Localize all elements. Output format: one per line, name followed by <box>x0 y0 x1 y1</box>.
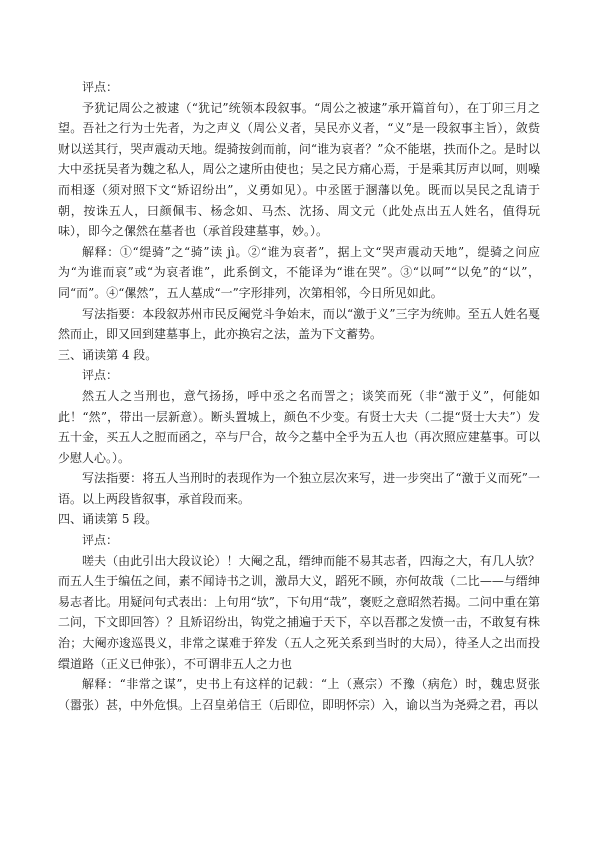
section-label-comment: 评点： <box>82 533 119 548</box>
section-heading-3: 三、诵读第 4 段。 <box>58 347 158 362</box>
paragraph-writing-guide: 写法指要：本段叙苏州市民反阉党斗争始末，而以“激于义”三字为统帅。至五人姓名戛然而止，即又回到建墓事上，此亦换宕之法，盖为下文蓄势。 <box>58 306 540 342</box>
paragraph-explanation: 解释：“非常之谋”，史书上有这样的记载：“上（熹宗）不豫（病危）时，魏忠贤张（嚣张）甚，中外危惧。上召皇弟信王（后即位，即明怀宗）入，谕以当为尧舜之君，再以 <box>58 677 540 712</box>
paragraph-writing-guide: 写法指要：将五人当刑时的表现作为一个独立层次来写，进一步突出了“激于义而死”一语。以上两段皆叙事，承首段而来。 <box>58 471 540 506</box>
paragraph-explanation: 解释：①“缇骑”之“骑”读 jì。②“谁为哀者”，据上文“哭声震动天地”，缇骑之问应为“为谁而哀”或“为哀者谁”，此系倒文，不能译为“谁在哭”。③“以呵”“以免”的“以”，同“而”。④“傫然”，五人墓成“一”字形排列，次第相邻，今日所见如此。 <box>58 244 540 300</box>
paragraph-annotated-text: 予犹记周公之被逮（“犹记”统领本段叙事。“周公之被逮”承开篇首句），在丁卯三月之望。吾社之行为士先者，为之声义（周公义者，吴民亦义者，“义”是一段叙事主旨），敛赀财以送其行，哭声震动天地。缇骑按剑而前，问“谁为哀者？”众不能堪，抶而仆之。是时以大中丞抚吴者为魏之私人，周公之逮所由使也；吴之民方痛心焉，于是乘其厉声以呵，则噪而相逐（须对照下文“矫诏纷出”，义勇如见）。中丞匿于溷藩以免。既而以吴民之乱请于朝，按诛五人，曰颜佩韦、杨念如、马杰、沈扬、周文元（此处点出五人姓名，值得玩味），即今之傫然在墓者也（承首段建墓事，妙。）。 <box>58 100 540 239</box>
paragraph-annotated-text: 嗟夫（由此引出大段议论）！大阉之乱，缙绅而能不易其志者，四海之大，有几人欤？而五人生于编伍之间，素不闻诗书之训，激昂大义，蹈死不顾，亦何故哉（二比——与缙绅易志者比。用疑问句式表出：上句用“欤”，下句用“哉”，褒贬之意昭然若揭。二问中重在第二问，下文即回答）？且矫诏纷出，钩党之捕遍于天下，卒以吾郡之发愤一击，不敢复有株治；大阉亦逡巡畏义，非常之谋难于猝发（五人之死关系到当时的大局），待圣人之出而投缳道路（正义已伸张），不可谓非五人之力也 <box>58 553 540 671</box>
paragraph-annotated-text: 然五人之当刑也，意气扬扬，呼中丞之名而詈之；谈笑而死（非“激于义”，何能如此！“然”，带出一层新意）。断头置城上，颜色不少变。有贤士大夫（二提“贤士大夫”）发五十金，买五人之脰而函之，卒与尸合，故今之墓中全乎为五人也（再次照应建墓事。可以少慰人心。）。 <box>58 388 540 465</box>
document-page <box>58 77 540 715</box>
section-label-comment: 评点： <box>82 80 119 94</box>
section-label-comment: 评点： <box>82 368 119 383</box>
section-heading-4: 四、诵读第 5 段。 <box>58 512 158 527</box>
